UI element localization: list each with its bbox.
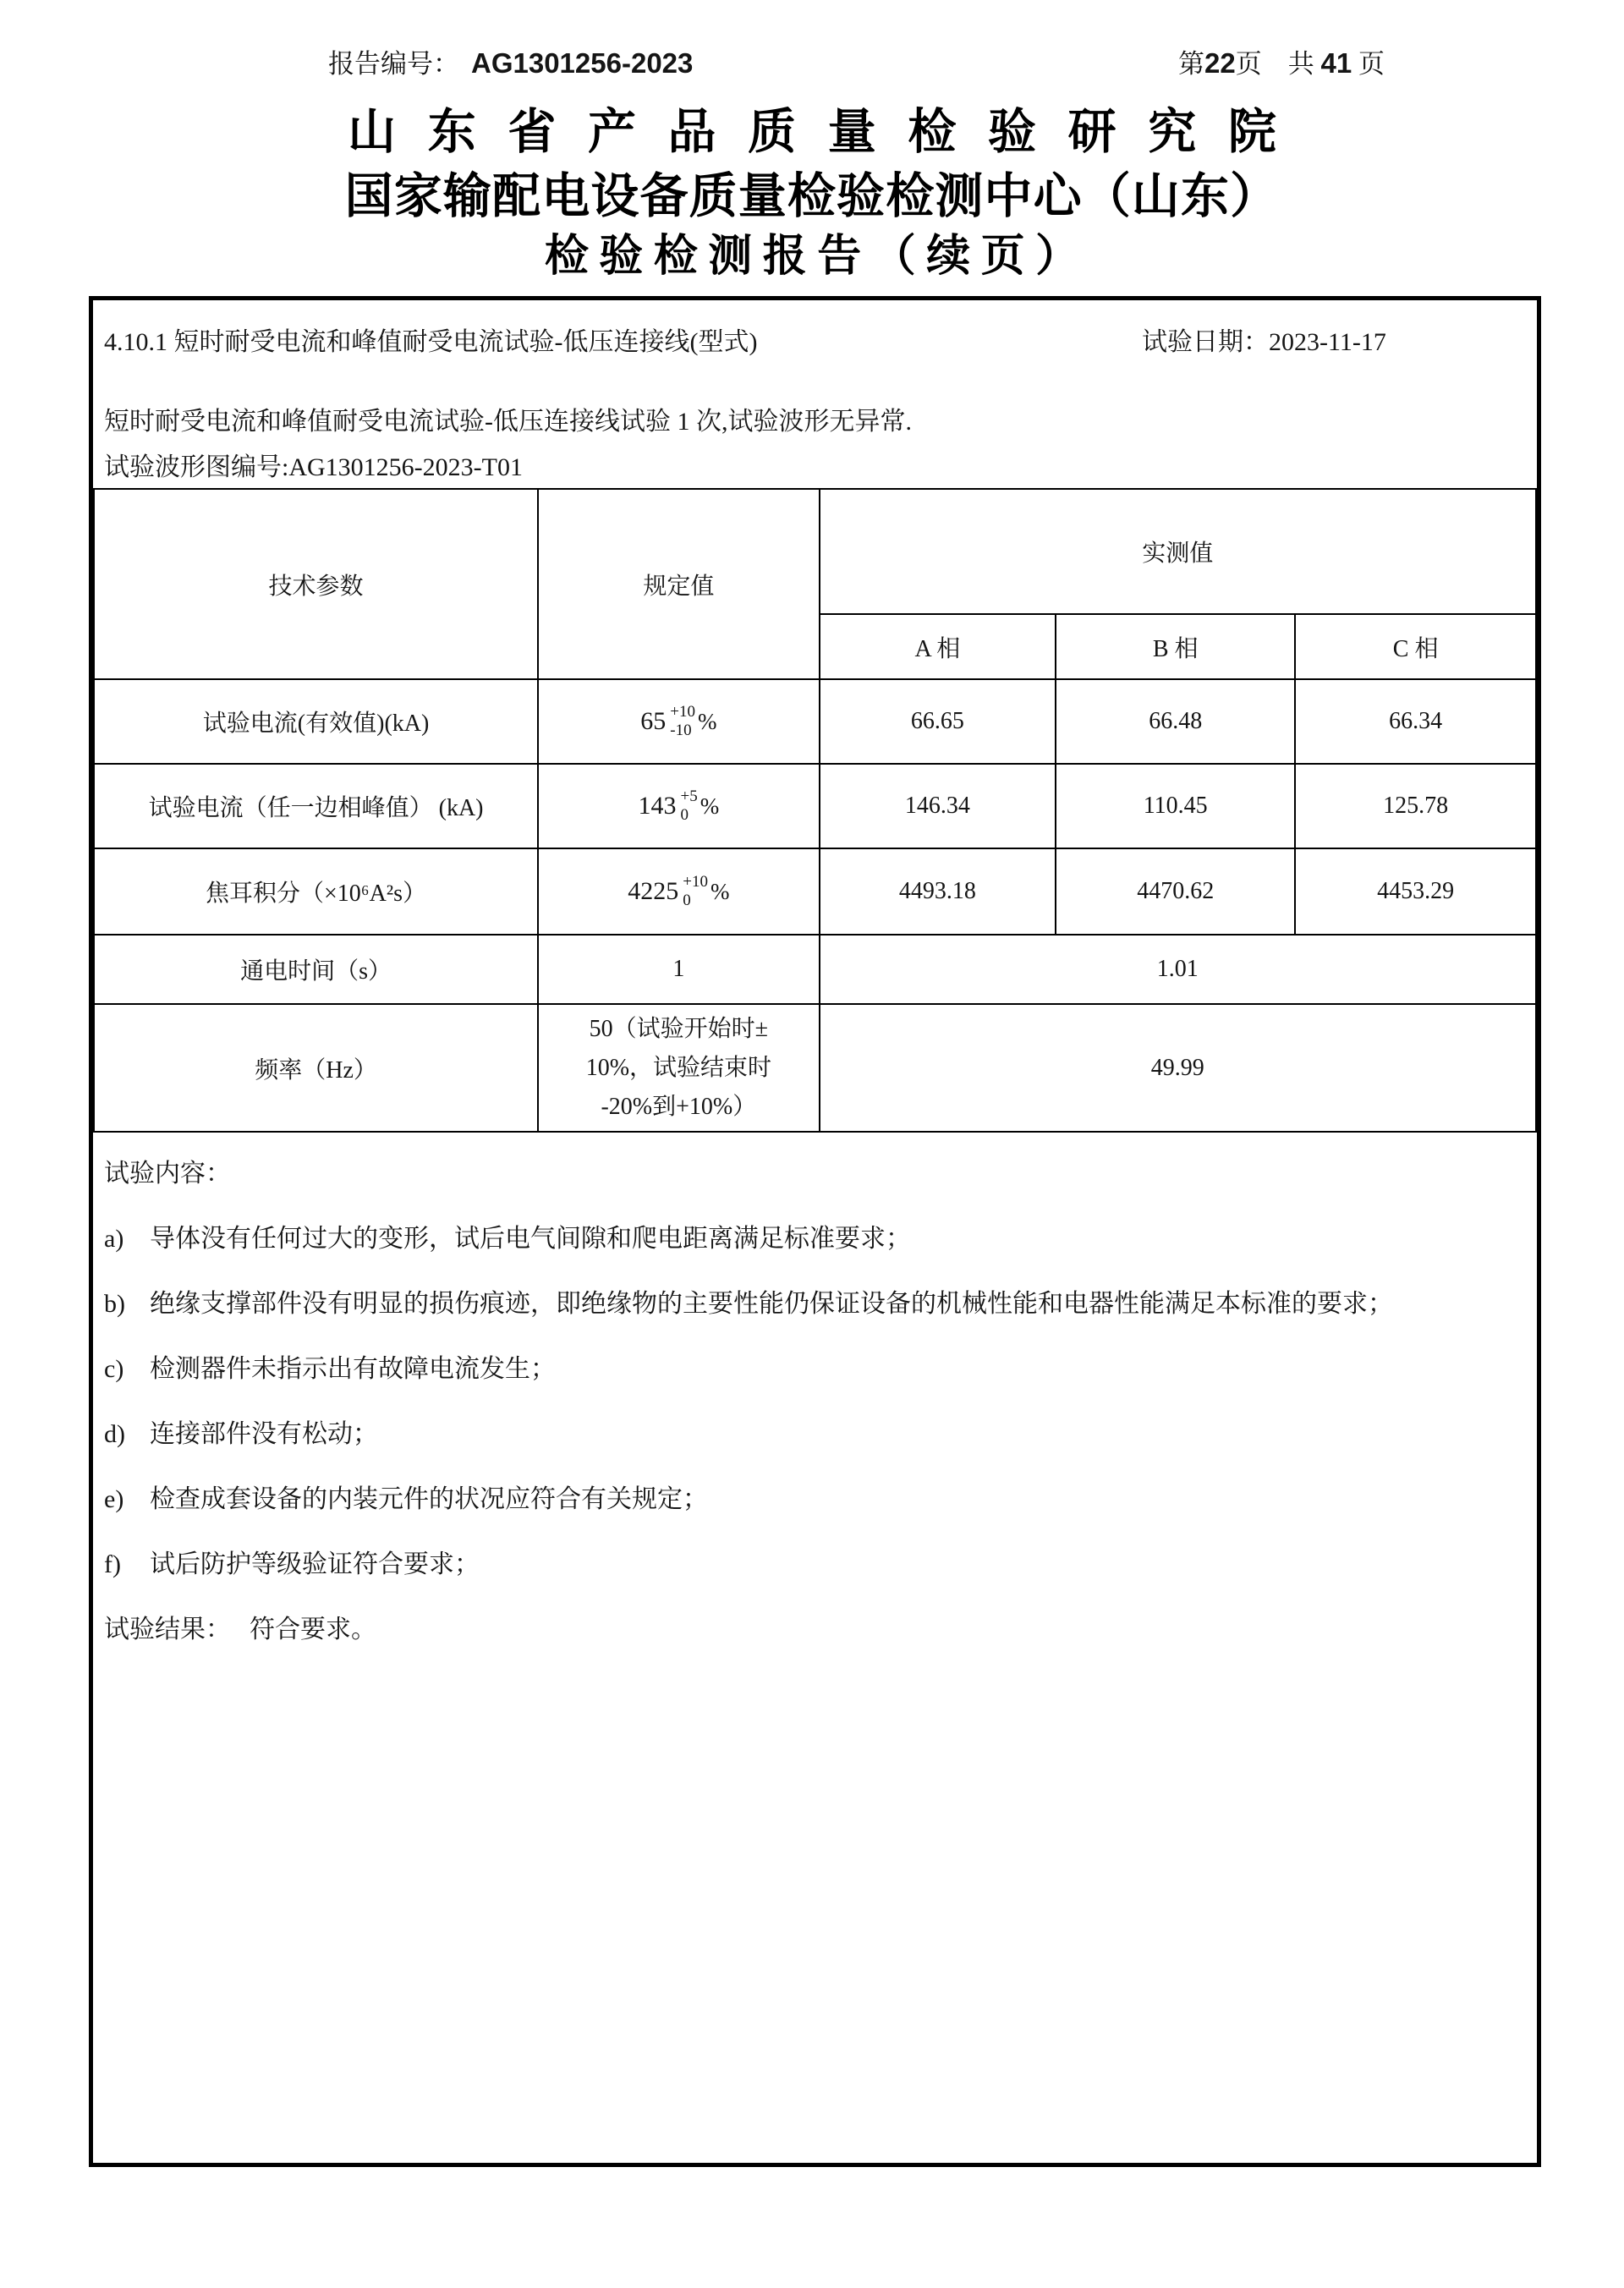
list-item	[104, 1206, 1525, 1271]
item-text: 连接部件没有松动；	[150, 1420, 378, 1448]
item-text: 绝缘支撑部件没有明显的损伤痕迹，即绝缘物的主要性能仍保证设备的机械性能和电器性能满足本标准的要求；	[150, 1290, 1393, 1318]
param-label: 焦耳积分（×10⁶A²s）	[94, 848, 538, 935]
test-result-line	[104, 1597, 1525, 1662]
clause-title: 4.10.1 短时耐受电流和峰值耐受电流试验-低压连接线(型式)	[104, 328, 758, 356]
table-row-current-rms	[94, 679, 1536, 764]
measured-phase-c: 125.78	[1295, 764, 1536, 848]
param-label: 频率（Hz）	[94, 1004, 538, 1132]
list-item	[104, 1271, 1525, 1336]
measured-phase-b: 66.48	[1056, 679, 1295, 764]
measured-merged: 49.99	[820, 1004, 1536, 1132]
list-item	[104, 1532, 1525, 1597]
item-id: b)	[104, 1290, 125, 1318]
institute-title: 山东省产品质量检验研究院	[348, 105, 1309, 159]
waveform-number: 试验波形图编号:AG1301256-2023-T01	[104, 453, 523, 481]
param-label: 试验电流(有效值)(kA)	[94, 679, 538, 764]
tolerance-value: 4225 +10 0 %	[628, 873, 730, 909]
param-label: 试验电流（任一边相峰值） (kA)	[94, 764, 538, 848]
measured-phase-a: 146.34	[820, 764, 1056, 848]
item-text: 检测器件未指示出有故障电流发生；	[150, 1355, 556, 1383]
item-id: e)	[104, 1485, 124, 1513]
spec-value	[538, 764, 819, 848]
measured-merged: 1.01	[820, 935, 1536, 1004]
center-title: 国家输配电设备质量检验检测中心（山东）	[344, 169, 1280, 223]
report-body-box	[89, 296, 1541, 2167]
spec-value	[538, 679, 819, 764]
test-content-section	[104, 1141, 1525, 1662]
tolerance-value: 65 +10 -10 %	[640, 703, 717, 739]
page-mid: 页 共	[1235, 49, 1321, 79]
result-value: 符合要求。	[250, 1616, 376, 1643]
report-number-label: 报告编号：	[328, 49, 459, 79]
result-label: 试验结果：	[104, 1616, 231, 1643]
measured-phase-b: 110.45	[1056, 764, 1295, 848]
table-row-duration	[94, 935, 1536, 1004]
page-number-line	[1178, 42, 1385, 80]
spec-value: 50（试验开始时± 10%，试验结束时 -20%到+10%）	[538, 1004, 819, 1132]
item-text: 试后防护等级验证符合要求；	[150, 1550, 480, 1578]
list-item	[104, 1467, 1525, 1532]
spec-value	[538, 848, 819, 935]
param-label: 通电时间（s）	[94, 935, 538, 1004]
item-text: 导体没有任何过大的变形，试后电气间隙和爬电距离满足标准要求；	[150, 1225, 911, 1253]
table-row-frequency	[94, 1004, 1536, 1132]
test-summary: 短时耐受电流和峰值耐受电流试验-低压连接线试验 1 次,试验波形无异常.	[104, 408, 912, 436]
list-item	[104, 1336, 1525, 1402]
spec-value: 1	[538, 935, 819, 1004]
col-header-phase-b: B 相	[1056, 614, 1295, 679]
page-suffix: 页	[1352, 49, 1385, 79]
col-header-measured: 实测值	[820, 489, 1536, 614]
measured-phase-b: 4470.62	[1056, 848, 1295, 935]
page-current: 22	[1204, 47, 1236, 79]
item-text: 检查成套设备的内装元件的状况应符合有关规定；	[150, 1485, 708, 1513]
measured-phase-a: 4493.18	[820, 848, 1056, 935]
item-id: a)	[104, 1225, 124, 1253]
col-header-phase-a: A 相	[820, 614, 1056, 679]
page-prefix: 第	[1178, 49, 1204, 79]
page-total: 41	[1320, 47, 1352, 79]
item-id: c)	[104, 1355, 124, 1383]
tolerance-value: 143 +5 0 %	[638, 787, 720, 824]
measured-phase-a: 66.65	[820, 679, 1056, 764]
test-date-value: 2023-11-17	[1269, 328, 1386, 356]
content-heading: 试验内容：	[104, 1160, 231, 1188]
list-item	[104, 1402, 1525, 1467]
report-number-value: AG1301256-2023	[471, 47, 694, 79]
col-header-parameter: 技术参数	[94, 489, 538, 679]
test-date-line	[1142, 321, 1386, 358]
measured-phase-c: 4453.29	[1295, 848, 1536, 935]
test-results-table	[93, 488, 1537, 1133]
item-id: d)	[104, 1420, 125, 1448]
item-id: f)	[104, 1550, 121, 1578]
table-header-row	[94, 489, 1536, 614]
table-row-current-peak	[94, 764, 1536, 848]
col-header-spec: 规定值	[538, 489, 819, 679]
measured-phase-c: 66.34	[1295, 679, 1536, 764]
report-title: 检验检测报告（续页）	[544, 232, 1090, 281]
test-date-label: 试验日期：	[1142, 328, 1269, 356]
report-number-line	[328, 42, 693, 80]
col-header-phase-c: C 相	[1295, 614, 1536, 679]
table-row-joule-integral	[94, 848, 1536, 935]
